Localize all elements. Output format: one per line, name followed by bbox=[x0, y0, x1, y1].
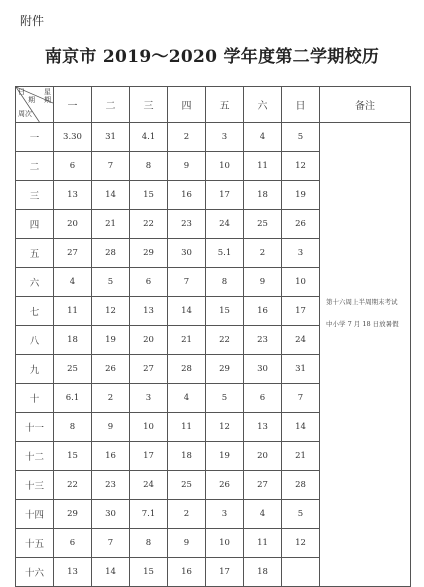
day-cell: 11 bbox=[168, 413, 206, 442]
day-cell: 10 bbox=[282, 268, 320, 297]
day-cell: 12 bbox=[282, 152, 320, 181]
day-cell: 13 bbox=[244, 413, 282, 442]
week-label: 三 bbox=[16, 181, 54, 210]
day-cell: 20 bbox=[244, 442, 282, 471]
day-cell: 16 bbox=[92, 442, 130, 471]
corner-xing: 星 bbox=[44, 88, 51, 96]
day-cell: 7.1 bbox=[130, 500, 168, 529]
week-label: 十六 bbox=[16, 558, 54, 587]
day-cell: 3 bbox=[130, 384, 168, 413]
week-label: 一 bbox=[16, 123, 54, 152]
day-cell: 7 bbox=[282, 384, 320, 413]
day-cell: 24 bbox=[130, 471, 168, 500]
day-cell: 20 bbox=[130, 326, 168, 355]
day-cell: 19 bbox=[206, 442, 244, 471]
weekday-thu: 四 bbox=[168, 87, 206, 123]
day-cell: 12 bbox=[92, 297, 130, 326]
week-label: 六 bbox=[16, 268, 54, 297]
day-cell: 6 bbox=[244, 384, 282, 413]
week-label: 十四 bbox=[16, 500, 54, 529]
day-cell: 17 bbox=[206, 181, 244, 210]
corner-qi-2: 期 bbox=[44, 96, 51, 104]
note-summer-break: 中小学 7 月 18 日放暑假 bbox=[326, 320, 399, 328]
day-cell: 16 bbox=[168, 181, 206, 210]
day-cell: 9 bbox=[168, 152, 206, 181]
day-cell: 30 bbox=[168, 239, 206, 268]
day-cell: 15 bbox=[206, 297, 244, 326]
week-label: 九 bbox=[16, 355, 54, 384]
day-cell: 2 bbox=[92, 384, 130, 413]
day-cell: 25 bbox=[54, 355, 92, 384]
day-cell: 14 bbox=[92, 558, 130, 587]
weekday-sun: 日 bbox=[282, 87, 320, 123]
day-cell: 28 bbox=[168, 355, 206, 384]
day-cell: 9 bbox=[168, 529, 206, 558]
day-cell bbox=[282, 558, 320, 587]
day-cell: 3 bbox=[206, 123, 244, 152]
week-label: 五 bbox=[16, 239, 54, 268]
day-cell: 28 bbox=[92, 239, 130, 268]
day-cell: 20 bbox=[54, 210, 92, 239]
day-cell: 6.1 bbox=[54, 384, 92, 413]
day-cell: 27 bbox=[130, 355, 168, 384]
day-cell: 18 bbox=[244, 558, 282, 587]
corner-header-cell bbox=[16, 87, 54, 123]
day-cell: 17 bbox=[206, 558, 244, 587]
day-cell: 6 bbox=[54, 152, 92, 181]
day-cell: 29 bbox=[54, 500, 92, 529]
day-cell: 5 bbox=[206, 384, 244, 413]
day-cell: 21 bbox=[92, 210, 130, 239]
day-cell: 17 bbox=[130, 442, 168, 471]
day-cell: 26 bbox=[206, 471, 244, 500]
week-label: 十五 bbox=[16, 529, 54, 558]
day-cell: 27 bbox=[244, 471, 282, 500]
day-cell: 18 bbox=[244, 181, 282, 210]
day-cell: 31 bbox=[282, 355, 320, 384]
notes-cell bbox=[320, 123, 411, 587]
day-cell: 25 bbox=[244, 210, 282, 239]
header-row bbox=[16, 87, 411, 123]
day-cell: 9 bbox=[92, 413, 130, 442]
week-label: 四 bbox=[16, 210, 54, 239]
note-exam: 第十六周上半周期末考试 bbox=[326, 298, 398, 306]
day-cell: 15 bbox=[130, 558, 168, 587]
day-cell: 13 bbox=[130, 297, 168, 326]
corner-qi-1: 期 bbox=[28, 96, 35, 104]
day-cell: 30 bbox=[92, 500, 130, 529]
day-cell: 22 bbox=[206, 326, 244, 355]
day-cell: 11 bbox=[244, 529, 282, 558]
corner-zhouci: 周次 bbox=[18, 110, 32, 118]
day-cell: 7 bbox=[168, 268, 206, 297]
week-label: 七 bbox=[16, 297, 54, 326]
day-cell: 15 bbox=[54, 442, 92, 471]
day-cell: 27 bbox=[54, 239, 92, 268]
corner-ri: 日 bbox=[18, 88, 25, 96]
document-title: 南京市 2019～2020 学年度第二学期校历 bbox=[44, 47, 380, 67]
day-cell: 31 bbox=[92, 123, 130, 152]
day-cell: 6 bbox=[54, 529, 92, 558]
day-cell: 2 bbox=[168, 500, 206, 529]
day-cell: 4 bbox=[54, 268, 92, 297]
day-cell: 3 bbox=[282, 239, 320, 268]
day-cell: 23 bbox=[168, 210, 206, 239]
day-cell: 10 bbox=[206, 529, 244, 558]
day-cell: 18 bbox=[54, 326, 92, 355]
day-cell: 17 bbox=[282, 297, 320, 326]
week-label: 十一 bbox=[16, 413, 54, 442]
table-row bbox=[16, 123, 411, 152]
day-cell: 5.1 bbox=[206, 239, 244, 268]
day-cell: 13 bbox=[54, 181, 92, 210]
day-cell: 8 bbox=[54, 413, 92, 442]
day-cell: 24 bbox=[282, 326, 320, 355]
day-cell: 19 bbox=[92, 326, 130, 355]
day-cell: 13 bbox=[54, 558, 92, 587]
day-cell: 28 bbox=[282, 471, 320, 500]
day-cell: 29 bbox=[206, 355, 244, 384]
day-cell: 23 bbox=[244, 326, 282, 355]
week-label: 二 bbox=[16, 152, 54, 181]
day-cell: 15 bbox=[130, 181, 168, 210]
day-cell: 5 bbox=[92, 268, 130, 297]
day-cell: 26 bbox=[282, 210, 320, 239]
day-cell: 3.30 bbox=[54, 123, 92, 152]
day-cell: 8 bbox=[130, 152, 168, 181]
day-cell: 10 bbox=[130, 413, 168, 442]
day-cell: 16 bbox=[244, 297, 282, 326]
week-label: 八 bbox=[16, 326, 54, 355]
day-cell: 12 bbox=[282, 529, 320, 558]
day-cell: 29 bbox=[130, 239, 168, 268]
day-cell: 9 bbox=[244, 268, 282, 297]
day-cell: 7 bbox=[92, 529, 130, 558]
week-label: 十二 bbox=[16, 442, 54, 471]
weekday-sat: 六 bbox=[244, 87, 282, 123]
week-label: 十 bbox=[16, 384, 54, 413]
weekday-fri: 五 bbox=[206, 87, 244, 123]
day-cell: 24 bbox=[206, 210, 244, 239]
day-cell: 22 bbox=[130, 210, 168, 239]
day-cell: 14 bbox=[168, 297, 206, 326]
day-cell: 21 bbox=[168, 326, 206, 355]
day-cell: 8 bbox=[130, 529, 168, 558]
day-cell: 10 bbox=[206, 152, 244, 181]
day-cell: 12 bbox=[206, 413, 244, 442]
day-cell: 5 bbox=[282, 123, 320, 152]
day-cell: 2 bbox=[244, 239, 282, 268]
day-cell: 4 bbox=[244, 123, 282, 152]
day-cell: 16 bbox=[168, 558, 206, 587]
day-cell: 21 bbox=[282, 442, 320, 471]
notes-header: 备注 bbox=[320, 87, 411, 123]
weekday-mon: 一 bbox=[54, 87, 92, 123]
day-cell: 8 bbox=[206, 268, 244, 297]
day-cell: 23 bbox=[92, 471, 130, 500]
day-cell: 22 bbox=[54, 471, 92, 500]
day-cell: 4.1 bbox=[130, 123, 168, 152]
day-cell: 7 bbox=[92, 152, 130, 181]
day-cell: 14 bbox=[282, 413, 320, 442]
day-cell: 11 bbox=[54, 297, 92, 326]
attachment-label: 附件 bbox=[20, 14, 45, 28]
day-cell: 26 bbox=[92, 355, 130, 384]
school-calendar-table bbox=[15, 86, 411, 587]
day-cell: 5 bbox=[282, 500, 320, 529]
weekday-tue: 二 bbox=[92, 87, 130, 123]
weekday-wed: 三 bbox=[130, 87, 168, 123]
day-cell: 6 bbox=[130, 268, 168, 297]
day-cell: 18 bbox=[168, 442, 206, 471]
day-cell: 4 bbox=[168, 384, 206, 413]
day-cell: 11 bbox=[244, 152, 282, 181]
day-cell: 30 bbox=[244, 355, 282, 384]
day-cell: 4 bbox=[244, 500, 282, 529]
day-cell: 14 bbox=[92, 181, 130, 210]
day-cell: 25 bbox=[168, 471, 206, 500]
day-cell: 3 bbox=[206, 500, 244, 529]
day-cell: 2 bbox=[168, 123, 206, 152]
day-cell: 19 bbox=[282, 181, 320, 210]
week-label: 十三 bbox=[16, 471, 54, 500]
